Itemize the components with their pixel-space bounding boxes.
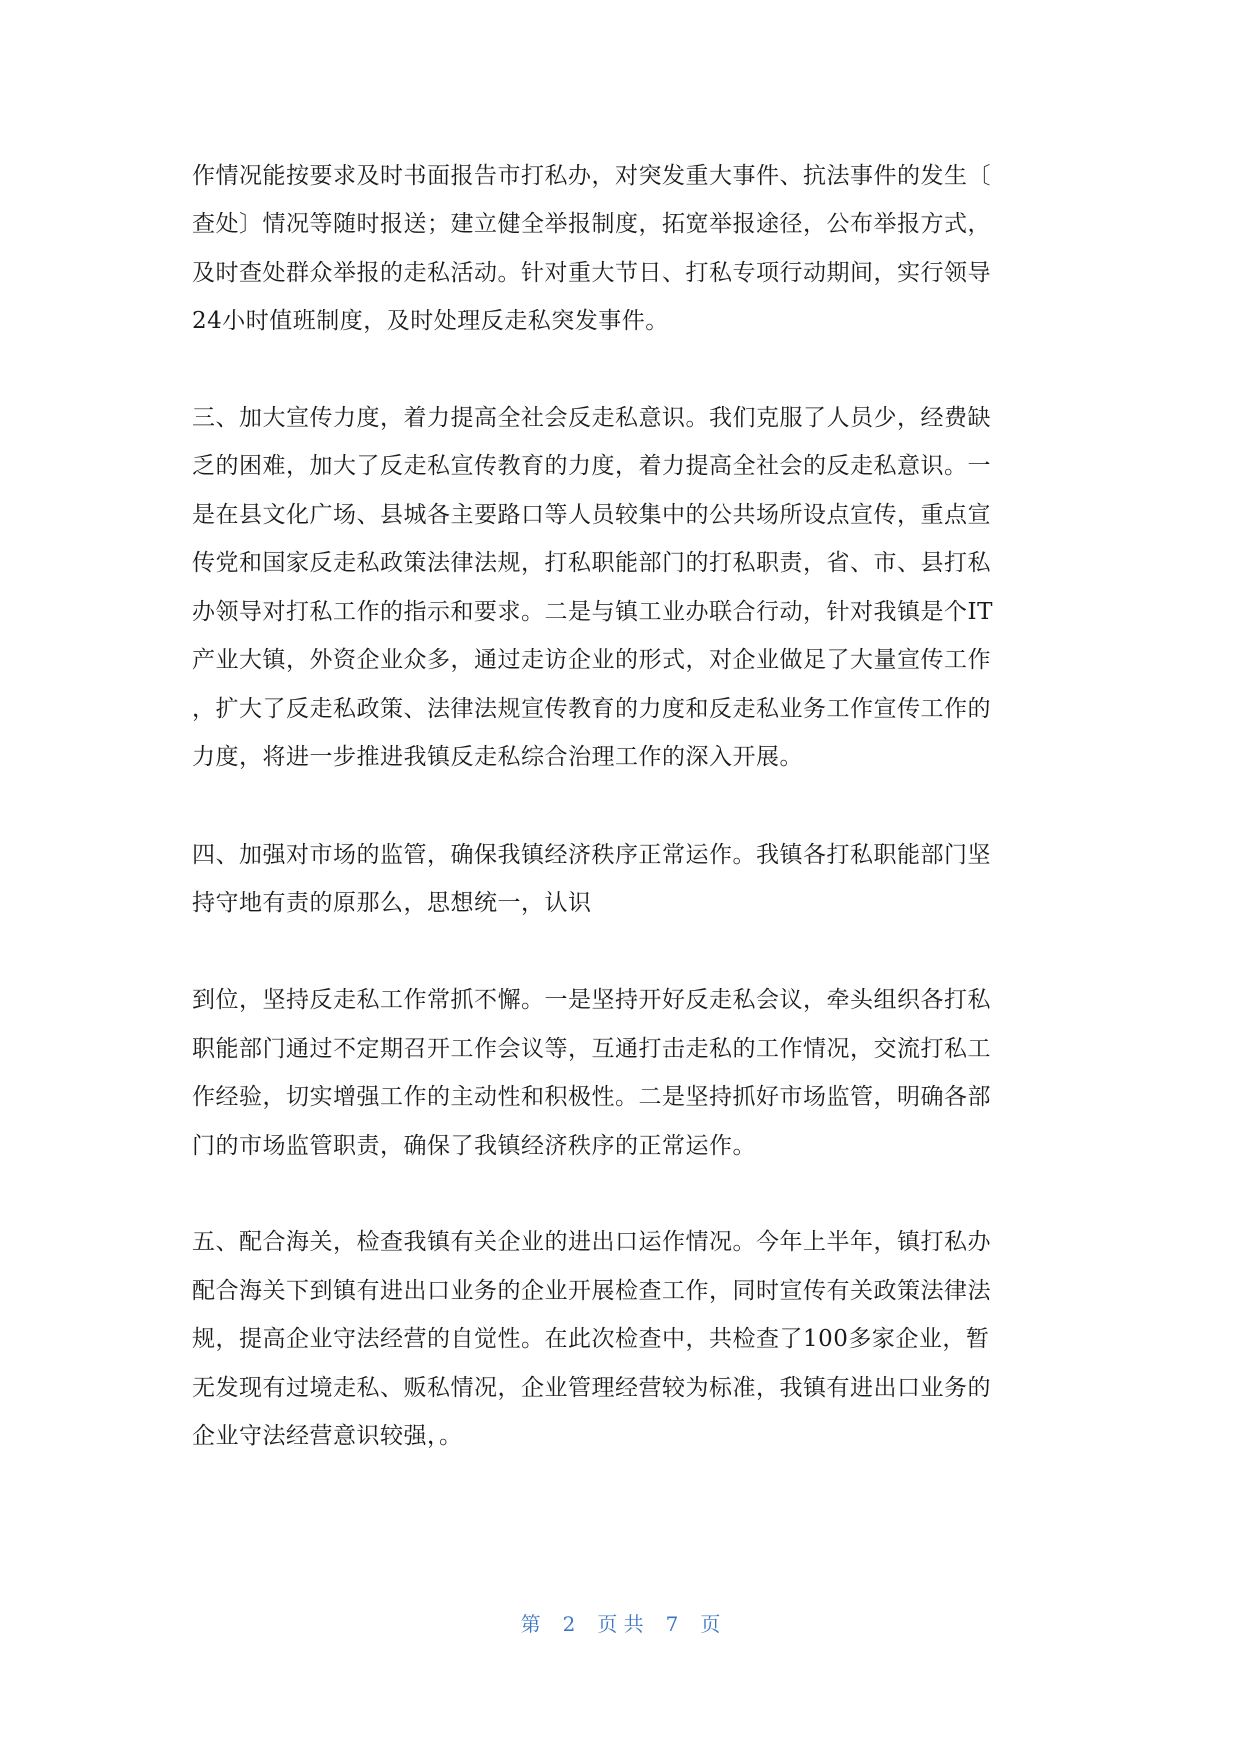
text-line: 传党和国家反走私政策法律法规，打私职能部门的打私职责，省、市、县打私 (192, 550, 991, 576)
text-line: 规，提高企业守法经营的自觉性。在此次检查中，共检查了100多家企业，暂 (192, 1326, 990, 1352)
text-line: 乏的困难，加大了反走私宣传教育的力度，着力提高全社会的反走私意识。一 (192, 453, 991, 479)
page-footer-current: 2 (562, 1612, 576, 1636)
page-footer-suffix: 页 (700, 1612, 721, 1636)
text-line: 24小时值班制度，及时处理反走私突发事件。 (192, 308, 669, 334)
text-line: 产业大镇，外资企业众多，通过走访企业的形式，对企业做足了大量宣传工作 (192, 647, 991, 673)
text-line: 企业守法经营意识较强，。 (192, 1423, 463, 1449)
text-line: ，扩大了反走私政策、法律法规宣传教育的力度和反走私业务工作宣传工作的 (192, 696, 991, 722)
text-line: 持守地有责的原那么，思想统一，认识 (192, 890, 592, 916)
text-line: 是在县文化广场、县城各主要路口等人员较集中的公共场所设点宣传，重点宣 (192, 502, 991, 528)
text-line: 无发现有过境走私、贩私情况，企业管理经营较为标准，我镇有进出口业务的 (192, 1375, 991, 1401)
page-footer-prefix: 第 (520, 1612, 541, 1636)
text-line: 四、加强对市场的监管，确保我镇经济秩序正常运作。我镇各打私职能部门坚 (192, 842, 991, 868)
text-line: 五、配合海关，检查我镇有关企业的进出口运作情况。今年上半年，镇打私办 (192, 1229, 991, 1255)
text-line: 及时查处群众举报的走私活动。针对重大节日、打私专项行动期间，实行领导 (192, 260, 991, 286)
text-line: 配合海关下到镇有进出口业务的企业开展检查工作，同时宣传有关政策法律法 (192, 1278, 991, 1304)
text-line: 职能部门通过不定期召开工作会议等，互通打击走私的工作情况，交流打私工 (192, 1036, 991, 1062)
text-line: 门的市场监管职责，确保了我镇经济秩序的正常运作。 (192, 1133, 756, 1159)
text-line: 三、加大宣传力度，着力提高全社会反走私意识。我们克服了人员少，经费缺 (192, 405, 991, 431)
page-footer (0, 1608, 1241, 1637)
text-line: 力度，将进一步推进我镇反走私综合治理工作的深入开展。 (192, 744, 803, 770)
text-line: 作情况能按要求及时书面报告市打私办，对突发重大事件、抗法事件的发生〔 (192, 163, 991, 189)
text-line: 查处〕情况等随时报送；建立健全举报制度，拓宽举报途径，公布举报方式， (192, 211, 991, 237)
page-footer-middle: 页 共 (597, 1612, 644, 1636)
text-line: 到位，坚持反走私工作常抓不懈。一是坚持开好反走私会议，牵头组织各打私 (192, 987, 991, 1013)
text-line: 作经验，切实增强工作的主动性和积极性。二是坚持抓好市场监管，明确各部 (192, 1084, 991, 1110)
text-line: 办领导对打私工作的指示和要求。二是与镇工业办联合行动，针对我镇是个IT (192, 599, 993, 625)
page-footer-total: 7 (665, 1612, 679, 1636)
